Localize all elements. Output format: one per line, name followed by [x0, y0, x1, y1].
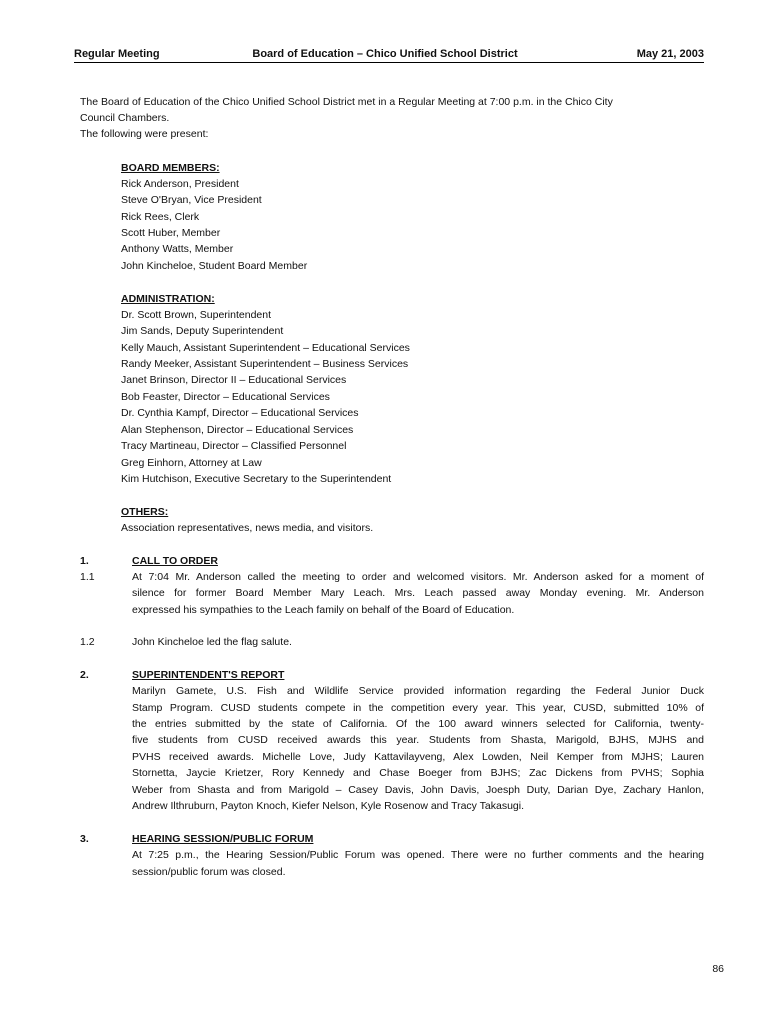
- section-line: At 7:25 p.m., the Hearing Session/Public Forum was opened. There were no further comments and the hearing: [132, 849, 704, 861]
- section-number: 3.: [80, 833, 89, 845]
- board-heading: BOARD MEMBERS:: [121, 162, 220, 174]
- board-member: Scott Huber, Member: [121, 227, 221, 239]
- section-title: CALL TO ORDER: [132, 555, 218, 567]
- subsection-number: 1.1: [80, 571, 95, 583]
- intro-line: Council Chambers.: [80, 112, 170, 124]
- section-line: session/public forum was closed.: [132, 866, 286, 878]
- admin-heading: ADMINISTRATION:: [121, 293, 215, 305]
- section-line: the entries submitted by the state of California. Of the 100 award winners selected for California, twenty-: [132, 718, 704, 730]
- section-line: silence for former Board Member Mary Leach. Mrs. Leach passed away Monday evening. Mr. Anderson: [132, 587, 704, 599]
- header-title: Board of Education – Chico Unified School District: [252, 48, 518, 60]
- section-line: five students from CUSD received awards this year. Students from Shasta, Marigold, BJHS, MJHS and: [132, 734, 704, 746]
- admin-member: Janet Brinson, Director II – Educational Services: [121, 374, 347, 386]
- admin-member: Randy Meeker, Assistant Superintendent – Business Services: [121, 358, 409, 370]
- header-left: Regular Meeting: [74, 48, 160, 60]
- board-member: Anthony Watts, Member: [121, 243, 234, 255]
- section-line: Marilyn Gamete, U.S. Fish and Wildlife Service provided information regarding the Federal Junior Duck: [132, 685, 704, 697]
- board-member: Rick Anderson, President: [121, 178, 239, 190]
- section-line: John Kincheloe led the flag salute.: [132, 636, 292, 648]
- header-date: May 21, 2003: [636, 48, 704, 60]
- section-title: HEARING SESSION/PUBLIC FORUM: [132, 833, 314, 845]
- board-member: Rick Rees, Clerk: [121, 211, 200, 223]
- admin-member: Jim Sands, Deputy Superintendent: [121, 325, 284, 337]
- section-title: SUPERINTENDENT'S REPORT: [132, 669, 285, 681]
- intro-line: The Board of Education of the Chico Unified School District met in a Regular Meeting at 7:00 p.m. in the Chico City: [80, 96, 613, 108]
- intro-line: The following were present:: [80, 128, 209, 140]
- section-line: Stornetta, Jaycie Krietzer, Rory Kennedy and Chase Boeger from BJHS; Zac Dickens from PVHS; Sophia: [132, 767, 704, 779]
- admin-member: Kim Hutchison, Executive Secretary to the Superintendent: [121, 473, 392, 485]
- subsection-number: 1.2: [80, 636, 95, 648]
- others-heading: OTHERS:: [121, 506, 169, 518]
- section-line: expressed his sympathies to the Leach family on behalf of the Board of Education.: [132, 604, 515, 616]
- admin-member: Bob Feaster, Director – Educational Services: [121, 391, 330, 403]
- page-number: 86: [712, 963, 724, 975]
- section-line: PVHS received awards. Michelle Love, Judy Kattavilayveng, Alex Lowden, Neil Kemper from MJHS; Lauren: [132, 751, 704, 763]
- header-rule: [74, 62, 704, 63]
- board-member: Steve O'Bryan, Vice President: [121, 194, 262, 206]
- admin-member: Tracy Martineau, Director – Classified Personnel: [121, 440, 347, 452]
- section-number: 2.: [80, 669, 89, 681]
- board-member: John Kincheloe, Student Board Member: [121, 260, 308, 272]
- section-line: At 7:04 Mr. Anderson called the meeting to order and welcomed visitors. Mr. Anderson asked for a moment of: [132, 571, 704, 583]
- section-line: Andrew Ilthruburn, Payton Knoch, Kiefer Nelson, Kyle Rosenow and Tracy Takasugi.: [132, 800, 525, 812]
- others-text: Association representatives, news media, and visitors.: [121, 522, 374, 534]
- admin-member: Kelly Mauch, Assistant Superintendent – Educational Services: [121, 342, 410, 354]
- admin-member: Dr. Scott Brown, Superintendent: [121, 309, 271, 321]
- admin-member: Alan Stephenson, Director – Educational Services: [121, 424, 354, 436]
- section-line: Stamp Program. CUSD students compete in the competition every year. This year, CUSD, submitted 10% of: [132, 702, 704, 714]
- admin-member: Greg Einhorn, Attorney at Law: [121, 457, 262, 469]
- admin-member: Dr. Cynthia Kampf, Director – Educational Services: [121, 407, 359, 419]
- section-line: Weber from Shasta and from Marigold – Casey Davis, John Davis, Joesph Duty, Darian Dye, Zachary Hanlon,: [132, 784, 704, 796]
- section-number: 1.: [80, 555, 89, 567]
